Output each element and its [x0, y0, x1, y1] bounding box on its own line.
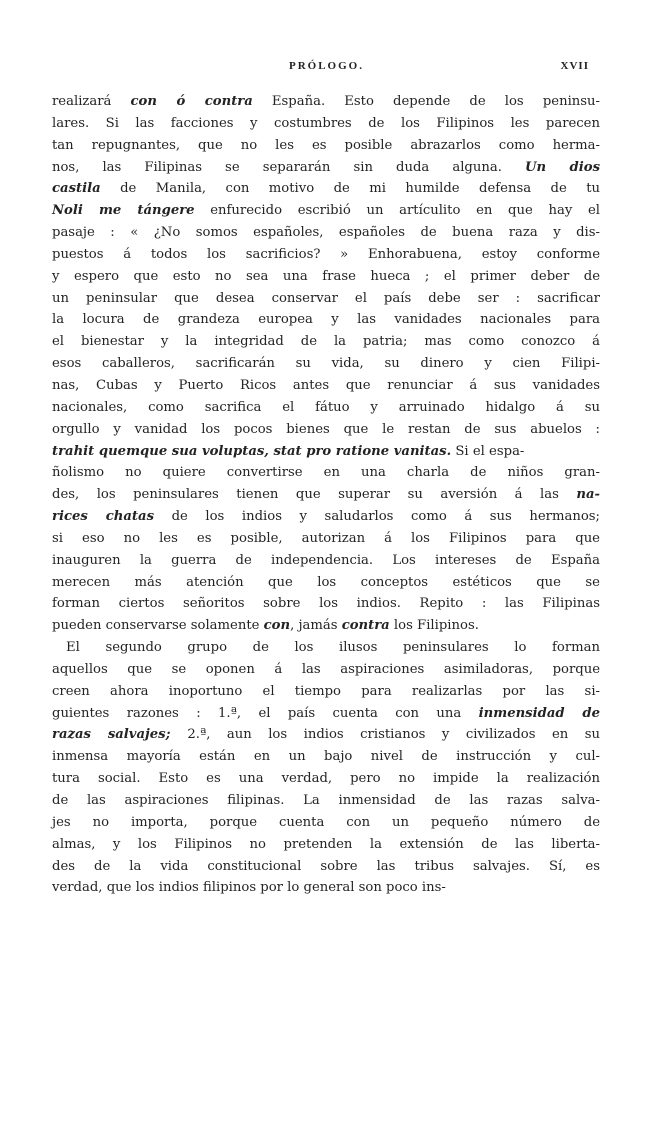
text-line	[52, 200, 600, 222]
italic-text-segment: razas salvajes;	[52, 727, 188, 743]
text-line	[52, 550, 600, 572]
text-line	[52, 528, 600, 550]
text-segment: de las aspiraciones filipinas. La inmensidad de las razas salva-	[52, 793, 600, 808]
text-line	[52, 157, 600, 179]
italic-text-segment: rices chatas	[52, 509, 154, 525]
text-segment: España. Esto depende de los peninsu-	[252, 94, 600, 109]
text-line	[52, 484, 600, 506]
text-line	[52, 135, 600, 157]
text-segment: esos caballeros, sacrificarán su vida, su dinero y cien Filipi-	[52, 356, 600, 372]
text-segment: aquellos que se oponen á las aspiraciones asimiladoras, porque	[52, 661, 600, 677]
text-segment: un peninsular que desea conservar el país debe ser : sacrificar	[52, 290, 600, 306]
text-segment: verdad, que los indios filipinos por lo general son poco ins-	[52, 880, 446, 896]
text-segment: pueden conservarse solamente	[52, 618, 264, 634]
italic-text-segment: Un dios	[524, 159, 600, 175]
body-text	[52, 91, 600, 899]
text-segment: pasaje : « ¿No somos españoles, españoles de buena raza y dis-	[52, 225, 600, 241]
italic-text-segment: na-	[576, 487, 600, 503]
text-line	[52, 506, 600, 528]
text-segment: jes no importa, porque cuenta con un pequeño número de	[52, 814, 600, 830]
text-line	[52, 309, 600, 331]
text-segment: orgullo y vanidad los pocos bienes que le restan de sus abuelos :	[52, 421, 600, 437]
running-title: PRÓLOGO.	[289, 60, 364, 72]
text-line	[52, 572, 600, 594]
italic-text-segment: castila	[52, 181, 101, 197]
text-segment: , jamás	[290, 618, 342, 634]
page-number: XVII	[560, 60, 589, 72]
text-line	[52, 637, 600, 659]
text-line	[52, 724, 600, 746]
italic-text-segment: Noli me tángere	[52, 203, 195, 219]
italic-text-segment: trahit quemque sua voluptas, stat pro ratione vanitas.	[52, 443, 452, 459]
text-line	[52, 222, 600, 244]
text-segment: merecen más atención que los conceptos estéticos que se	[52, 574, 600, 590]
text-segment: des de la vida constitucional sobre las tribus salvajes. Sí, es	[52, 858, 600, 874]
text-segment: de los indios y saludarlos como á sus hermanos;	[154, 509, 600, 525]
text-line	[52, 746, 600, 768]
text-segment: el bienestar y la integridad de la patria; mas como conozco á	[52, 334, 600, 350]
text-line	[52, 615, 600, 637]
text-segment: puestos á todos los sacrificios? » Enhorabuena, estoy conforme	[52, 246, 600, 262]
text-segment: de Manila, con motivo de mi humilde defensa de tu	[100, 181, 600, 197]
text-line	[52, 397, 600, 419]
text-segment: ñolismo no quiere convertirse en una charla de niños gran-	[52, 465, 600, 481]
text-line	[52, 353, 600, 375]
text-segment: enfurecido escribió un artículito en que hay el	[194, 203, 600, 219]
text-line	[52, 703, 600, 725]
text-line	[52, 659, 600, 681]
text-segment: forman ciertos señoritos sobre los indios. Repito : las Filipinas	[52, 596, 600, 612]
text-segment: tan repugnantes, que no les es posible abrazarlos como herma-	[52, 137, 600, 153]
text-segment: los Filipinos.	[389, 618, 479, 634]
text-line	[52, 178, 600, 200]
text-segment: almas, y los Filipinos no pretenden la extensión de las liberta-	[52, 836, 600, 852]
text-line	[52, 419, 600, 441]
text-line	[52, 768, 600, 790]
text-segment: Si el espa-	[451, 443, 525, 459]
text-segment: inmensa mayoría están en un bajo nivel de instrucción y cul-	[52, 749, 600, 765]
text-line	[52, 441, 600, 463]
text-segment: 2.ª, aun los indios cristianos y civilizados en su	[187, 727, 601, 743]
italic-text-segment: con ó contra	[130, 94, 253, 109]
text-line	[52, 681, 600, 703]
text-segment: si eso no les es posible, autorizan á los Filipinos para que	[52, 530, 600, 546]
text-segment: tura social. Esto es una verdad, pero no impide la realización	[52, 771, 600, 787]
italic-text-segment: con	[263, 618, 291, 634]
text-line	[52, 877, 600, 899]
italic-text-segment: contra	[341, 618, 390, 634]
italic-text-segment: inmensidad de	[478, 705, 600, 721]
text-line	[52, 91, 600, 113]
text-line	[52, 834, 600, 856]
text-segment: creen ahora inoportuno el tiempo para realizarlas por las si-	[52, 683, 600, 699]
text-segment: nos, las Filipinas se separarán sin duda alguna.	[52, 159, 525, 175]
text-line	[52, 593, 600, 615]
text-line	[52, 331, 600, 353]
text-segment: nacionales, como sacrifica el fátuo y arruinado hidalgo á su	[52, 399, 600, 415]
text-segment: guientes razones : 1.ª, el país cuenta con una	[52, 705, 479, 721]
text-line	[52, 266, 600, 288]
text-line	[52, 244, 600, 266]
text-line	[52, 790, 600, 812]
text-segment: des, los peninsulares tienen que superar su aversión á las	[52, 487, 577, 503]
text-segment: realizará	[52, 94, 131, 109]
text-segment: inauguren la guerra de independencia. Los intereses de España	[52, 552, 600, 568]
text-segment: lares. Si las facciones y costumbres de los Filipinos les parecen	[52, 115, 600, 131]
text-line	[52, 288, 600, 310]
text-line	[52, 113, 600, 135]
text-line	[52, 375, 600, 397]
text-segment: El segundo grupo de los ilusos peninsulares lo forman	[66, 640, 600, 656]
text-line	[52, 462, 600, 484]
text-segment: la locura de grandeza europea y las vanidades nacionales para	[52, 312, 600, 328]
text-line	[52, 812, 600, 834]
text-segment: y espero que esto no sea una frase hueca ; el primer deber de	[52, 268, 600, 284]
text-line	[52, 856, 600, 878]
text-segment: nas, Cubas y Puerto Ricos antes que renunciar á sus vanidades	[52, 377, 600, 393]
